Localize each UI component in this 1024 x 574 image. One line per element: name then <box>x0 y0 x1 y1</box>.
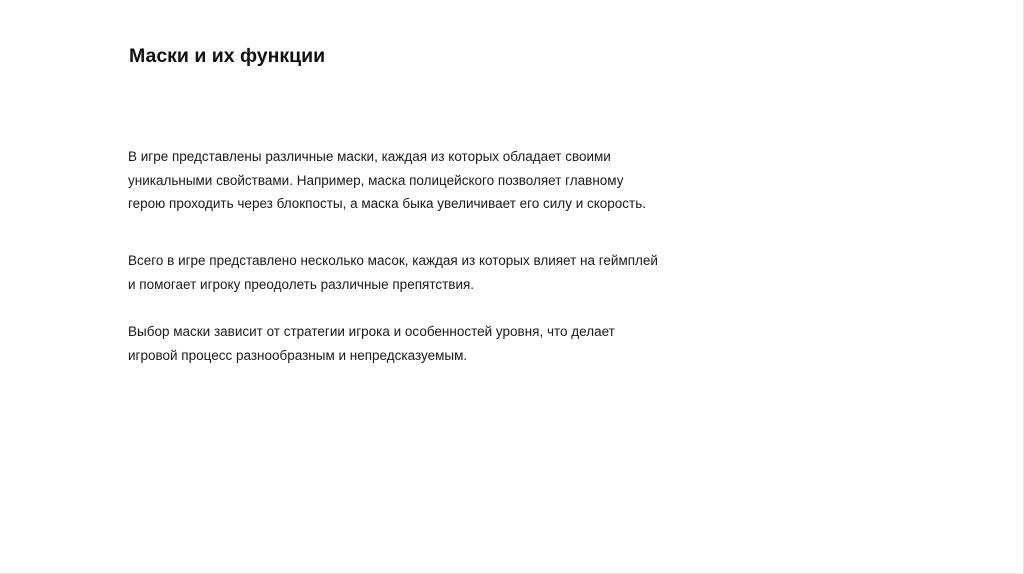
paragraph-line: герою проходить через блокпосты, а маска быка увеличивает его силу и скорость. <box>128 196 647 211</box>
paragraph-line: Всего в игре представлено несколько масок, каждая из которых влияет на геймплей <box>128 253 658 268</box>
paragraph-line: уникальными свойствами. Например, маска полицейского позволяет главному <box>128 172 624 188</box>
paragraph-line: игровой процесс разнообразным и непредсказуемым. <box>128 347 468 363</box>
paragraph-line: и помогает игроку преодолеть различные препятствия. <box>128 276 475 292</box>
paragraph-line: В игре представлены различные маски, каждая из которых обладает своими <box>128 149 611 164</box>
paragraph-masks-overview <box>128 145 708 216</box>
slide-title: Маски и их функции <box>129 45 326 67</box>
paragraph-line: Выбор маски зависит от стратегии игрока и особенностей уровня, что делает <box>128 324 615 339</box>
paragraph-mask-choice <box>128 320 708 367</box>
paragraph-masks-count <box>128 249 708 296</box>
